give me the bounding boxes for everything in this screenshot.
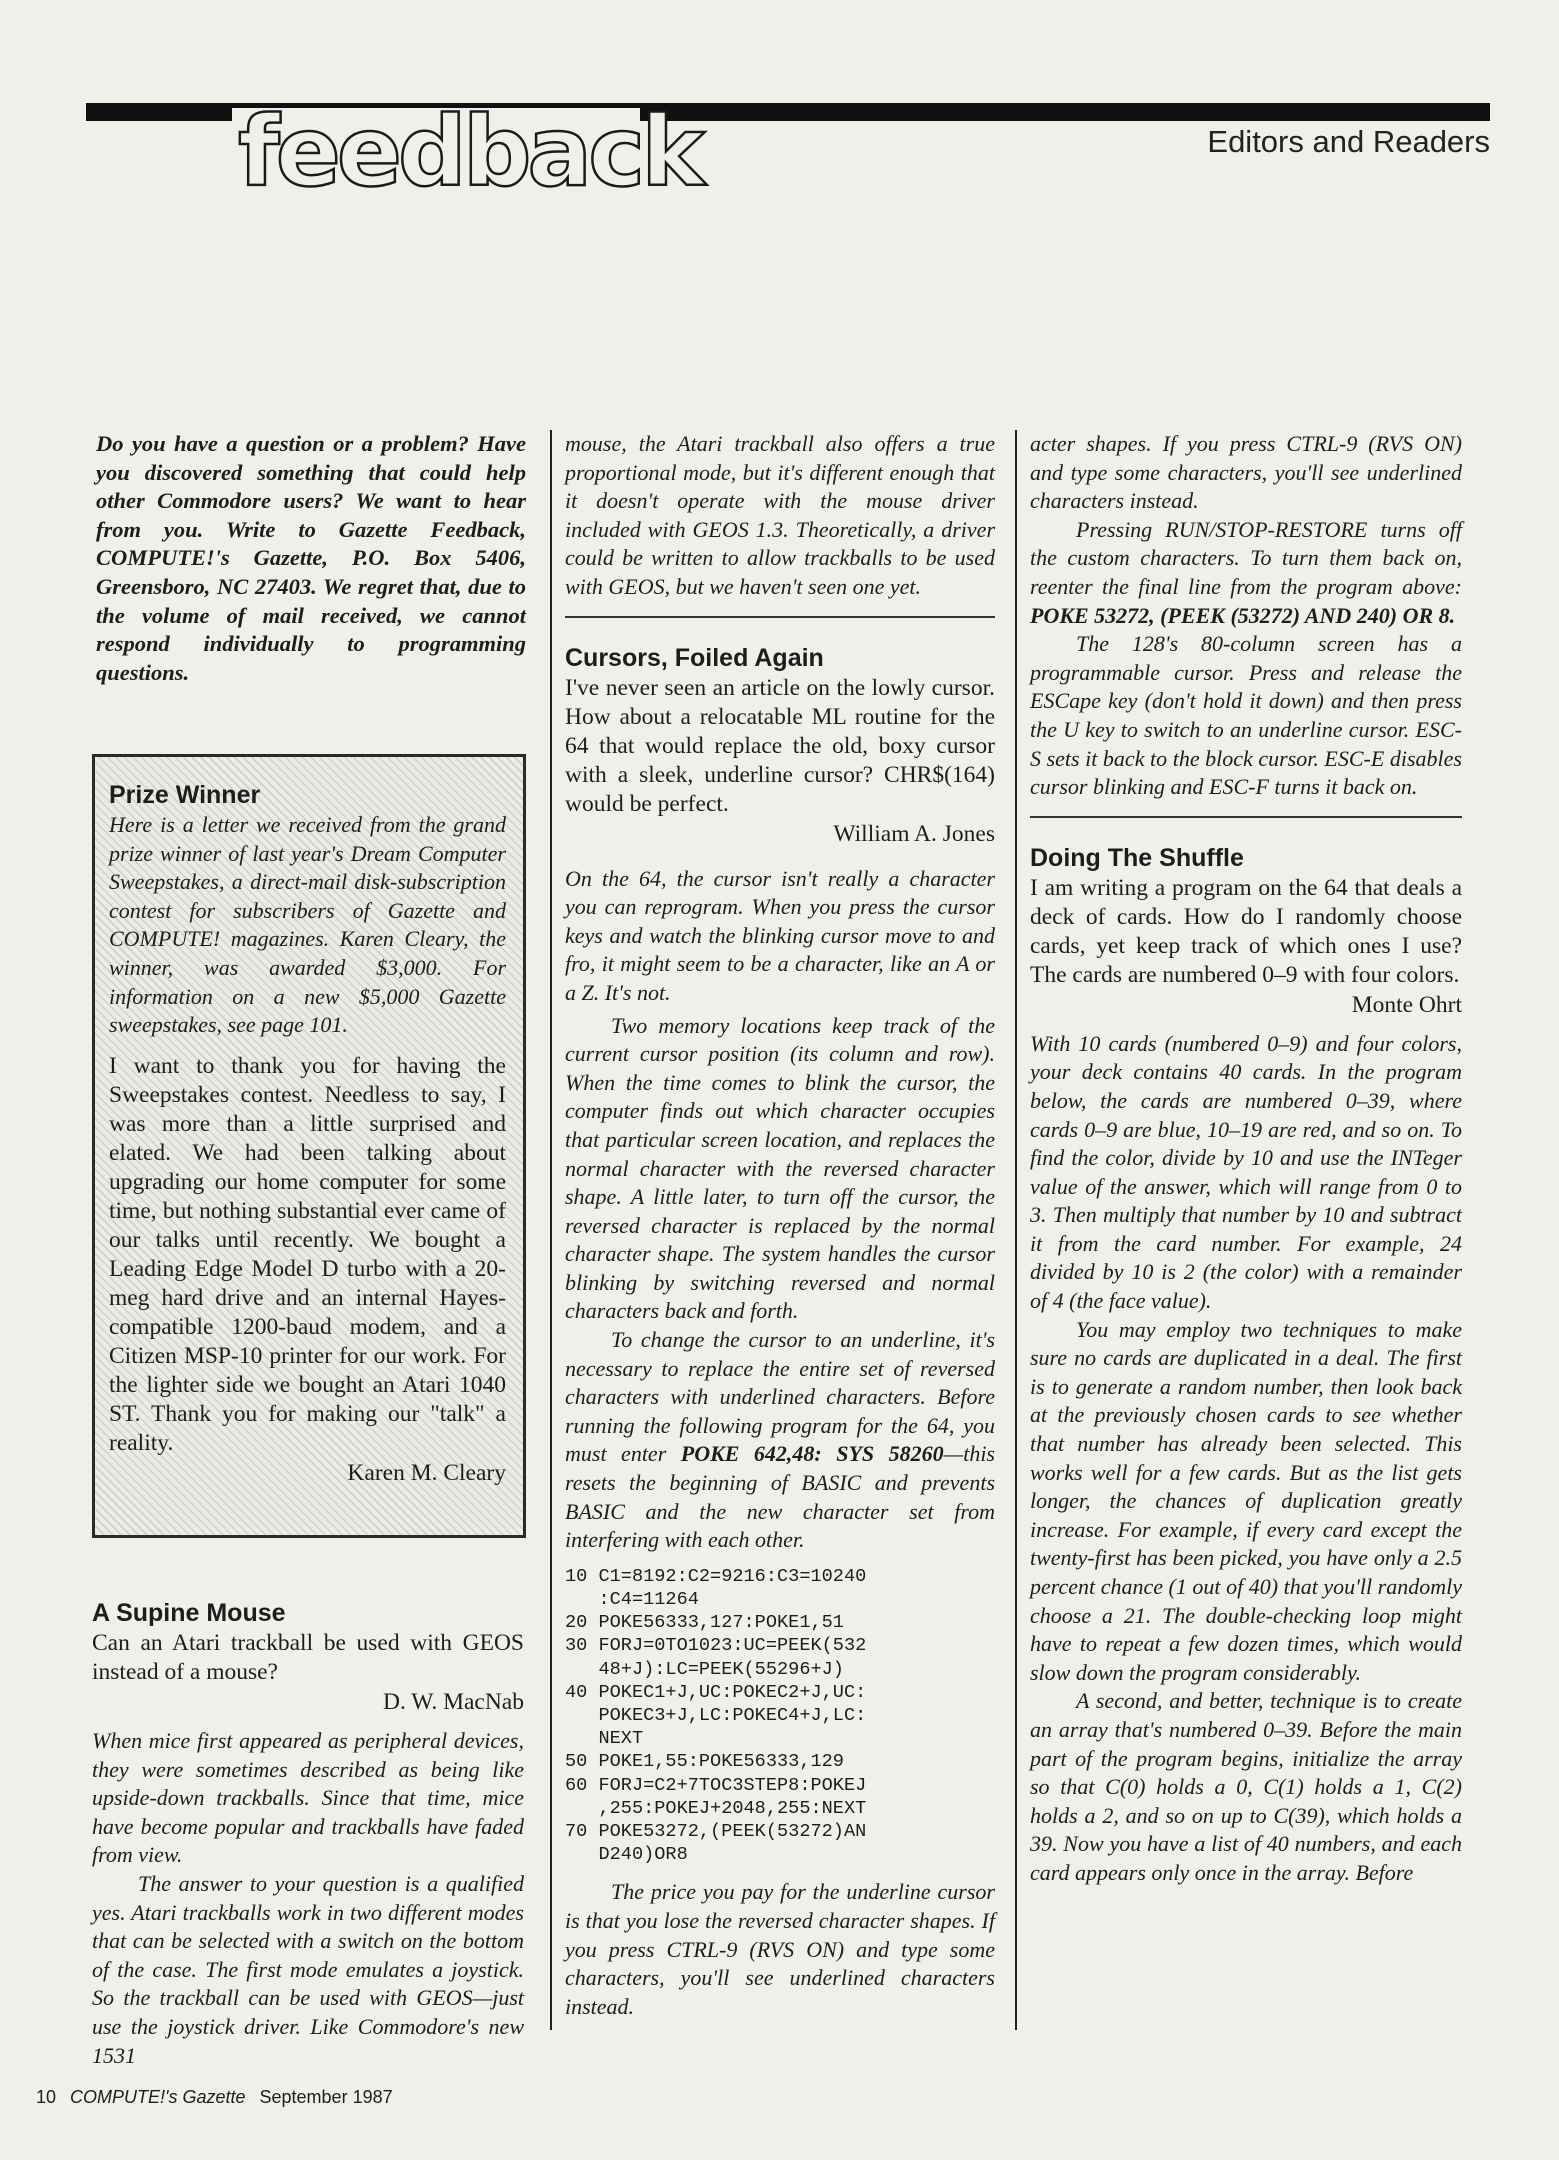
code-line: 10 C1=8192:C2=9216:C3=10240 [565, 1565, 867, 1587]
cursors-answer-4-cont: acter shapes. If you press CTRL-9 (RVS ON) and type some characters, you'll see underlined characters instead. [1030, 431, 1462, 514]
code-line: 40 POKEC1+J,UC:POKEC2+J,UC: [565, 1681, 867, 1703]
cursors-answer-2: Two memory locations keep track of the current cursor position (its column and row). When the time comes to blink the cursor, the computer finds out which character occupies that particular screen location, and replaces the normal character with the reversed character shape. A little later, to turn off the cursor, the reversed character is replaced by the normal character shape. The system handles the cursor blinking by switching reversed and normal characters back and forth. [565, 1012, 995, 1324]
code-line: D240)OR8 [565, 1844, 688, 1866]
cursors-answer-1: On the 64, the cursor isn't really a character you can reprogram. When you press the cursor keys and watch the blinking cursor move to and fro, it might seem to be a character, like an A or a Z. It's not. [565, 865, 995, 1005]
column-1 [96, 430, 526, 687]
code-line: 60 FORJ=C2+7TOC3STEP8:POKEJ [565, 1774, 867, 1796]
section-title: Editors and Readers [1207, 124, 1490, 159]
column-2 [565, 430, 995, 2021]
code-listing [565, 1565, 995, 1867]
column-rule-1 [550, 430, 552, 2030]
poke-instruction: POKE 642,48: SYS 58260 [680, 1441, 944, 1467]
feedback-logo: feedback [238, 96, 701, 208]
prize-winner-box [92, 754, 526, 1538]
cursors-answer-4: The price you pay for the underline cursor is that you lose the reversed character shapes. If you press CTRL-9 (RVS ON) and type some characters, you'll see underlined characters instead. [565, 1879, 995, 2019]
cursors-question: I've never seen an article on the lowly cursor. How about a relocatable ML routine for the 64 that would replace the old, boxy cursor with a sleek, underline cursor? CHR$(164) would be perfect. [565, 674, 995, 817]
page-footer [36, 2087, 393, 2108]
magazine-name: COMPUTE!'s Gazette [70, 2087, 246, 2107]
supine-answer-1: When mice first appeared as peripheral devices, they were sometimes described as being like upside-down trackballs. Since that time, mice have become popular and trackballs have faded from view. [92, 1728, 524, 1868]
shuffle-answer-1: With 10 cards (numbered 0–9) and four colors, your deck contains 40 cards. In the program below, the cards are numbered 0–39, where cards 0–9 are blue, 10–19 are red, and so on. To find the color, divide by 10 and use the INTeger value of the answer, which will range from 0 to 3. Then multiply that number by 10 and subtract it from the card number. For example, 24 divided by 10 is 2 (the color) with a remainder of 4 (the face value). [1030, 1030, 1462, 1314]
poke-restore-instruction: POKE 53272, (PEEK (53272) AND 240) OR 8. [1030, 602, 1456, 628]
cursors-signature: William A. Jones [833, 820, 995, 847]
supine-question: Can an Atari trackball be used with GEOS instead of a mouse? [92, 1630, 524, 1685]
shuffle-answer-2: You may employ two techniques to make sure no cards are duplicated in a deal. The first is to generate a random number, then look back at the previously chosen cards to see whether that number has already been selected. This works well for a few cards. But as the list gets longer, the chances of duplication greatly increase. For example, if every card except the twenty-first has been picked, you have only a 2.5 percent chance (1 out of 40) that you'll randomly choose a 21. The double-checking loop might have to repeat a few dozen times, which would slow down the program considerably. [1030, 1316, 1462, 1685]
prize-editor-note: Here is a letter we received from the grand prize winner of last year's Dream Computer Sweepstakes, a direct-mail disk-subscription contest for subscribers of Gazette and COMPUTE! magazines. Karen Cleary, the winner, was awarded $3,000. For information on a new $5,000 Gazette sweepstakes, see page 101. [109, 812, 506, 1038]
shuffle-signature: Monte Ohrt [1351, 991, 1462, 1018]
cursors-answer-5: Pressing RUN/STOP-RESTORE turns off the custom characters. To turn them back on, reenter the final line from the program above: POKE 53272, (PEEK (53272) AND 240) OR 8. [1030, 516, 1462, 628]
prize-letter: I want to thank you for having the Sweepstakes contest. Needless to say, I was more than a little surprised and elated. We had been talking about upgrading our home computer for some time, but nothing substantial ever came of our talks until recently. We bought a Leading Edge Model D turbo with a 20-meg hard drive and an internal Hayes-compatible 1200-baud modem, and a Citizen MSP-10 printer for our work. For the lighter side we bought an Atari 1040 ST. Thank you for making our "talk" a reality. [109, 1052, 506, 1456]
code-line: 50 POKE1,55:POKE56333,129 [565, 1751, 844, 1773]
code-line: 70 POKE53272,(PEEK(53272)AN [565, 1821, 867, 1843]
section-divider-2 [1030, 816, 1462, 818]
column-rule-2 [1015, 430, 1017, 2030]
code-line: :C4=11264 [565, 1589, 699, 1611]
prize-title: Prize Winner [109, 781, 261, 809]
code-line: POKEC3+J,LC:POKEC4+J,LC: [565, 1705, 867, 1727]
code-line: 30 FORJ=0TO1023:UC=PEEK(532 [565, 1635, 867, 1657]
supine-answer-2: The answer to your question is a qualified yes. Atari trackballs work in two different modes that can be selected with a switch on the bottom of the case. The first mode emulates a joystick. So the trackball can be used with GEOS—just use the joystick driver. Like Commodore's new 1531 [92, 1870, 524, 2068]
supine-answer-3: mouse, the Atari trackball also offers a true proportional mode, but it's different enough that it doesn't operate with the mouse driver included with GEOS 1.3. Theoretically, a driver could be written to allow trackballs to be used with GEOS, but we haven't seen one yet. [565, 431, 995, 599]
cursors-answer-6: The 128's 80-column screen has a programmable cursor. Press and release the ESCape key (don't hold it down) and then press the U key to switch to an underline cursor. ESC-S sets it back to the block cursor. ESC-E disables cursor blinking and ESC-F turns it back on. [1030, 631, 1462, 800]
shuffle-answer-3: A second, and better, technique is to create an array that's numbered 0–39. Before the main part of the program begins, initialize the array so that C(0) holds a 0, C(1) holds a 1, C(2) holds a 2, and so on up to C(39), which holds a 39. Now you have a list of 40 numbers, and each card appears only once in the array. Before [1030, 1688, 1462, 1885]
prize-signature: Karen M. Cleary [347, 1459, 506, 1486]
intro-text: Do you have a question or a problem? Have you discovered something that could help other Commodore users? We want to hear from you. Write to Gazette Feedback, COMPUTE!'s Gazette, P.O. Box 5406, Greensboro, NC 27403. We regret that, due to the volume of mail received, we cannot respond individually to programming questions. [96, 431, 526, 685]
page-number: 10 [36, 2087, 57, 2107]
supine-section [92, 1597, 524, 2070]
code-line: NEXT [565, 1728, 644, 1750]
issue-date: September 1987 [259, 2087, 393, 2107]
code-line: ,255:POKEJ+2048,255:NEXT [565, 1797, 867, 1819]
cursors-answer-3: To change the cursor to an underline, it's necessary to replace the entire set of reversed characters with underlined characters. Before running the following program for the 64, you must enter POKE 642,48: SYS 58260—this resets the beginning of BASIC and prevents BASIC and the new character set from interfering with each other. [565, 1327, 995, 1553]
section-divider [565, 616, 995, 618]
supine-title: A Supine Mouse [92, 1599, 286, 1627]
cursors-title: Cursors, Foiled Again [565, 643, 824, 672]
code-line: 48+J):LC=PEEK(55296+J) [565, 1658, 844, 1680]
code-line: 20 POKE56333,127:POKE1,51 [565, 1612, 844, 1634]
column-3 [1030, 430, 1462, 1888]
shuffle-question: I am writing a program on the 64 that deals a deck of cards. How do I randomly choose cards, yet keep track of which ones I use? The cards are numbered 0–9 with four colors. [1030, 874, 1462, 988]
supine-signature: D. W. MacNab [383, 1689, 524, 1715]
shuffle-title: Doing The Shuffle [1030, 843, 1244, 872]
